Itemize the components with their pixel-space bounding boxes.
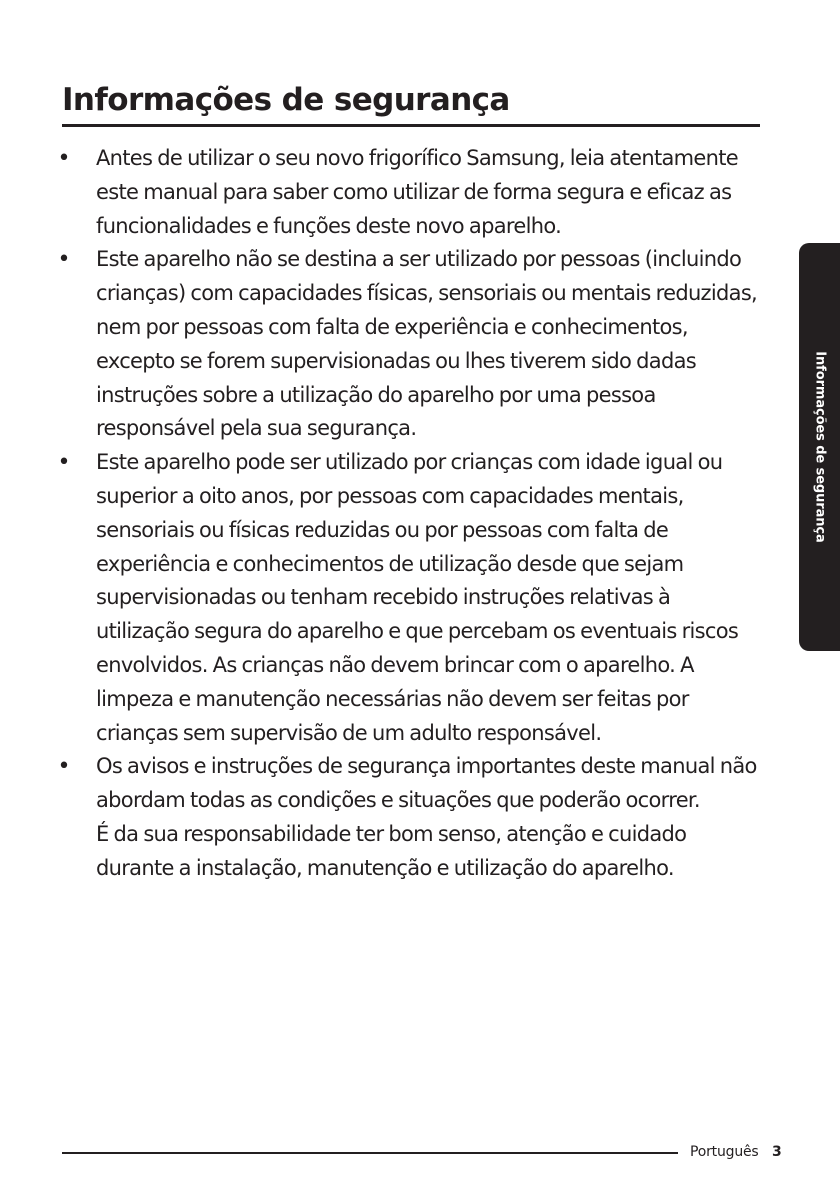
list-item-text: Os avisos e instruções de segurança importantes deste manual não abordam todas as condições e situações que poderão ocorrer.	[96, 754, 757, 813]
footer-rule	[62, 1152, 678, 1154]
footer-language: Português	[690, 1144, 759, 1160]
list-item	[56, 446, 766, 750]
list-item	[56, 142, 766, 243]
section-side-tab-label: Informações de segurança	[812, 351, 827, 543]
list-item-text: Este aparelho pode ser utilizado por crianças com idade igual ou superior a oito anos, por pessoas com capacidades mentais, sensoriais ou físicas reduzidas ou por pessoas com falta de experiência e conhecimentos de utilização desde que sejam supervisionadas ou tenham recebido instruções relativas à utilização segura do aparelho e que percebam os eventuais riscos envolvidos. As crianças não devem brincar com o aparelho. A limpeza e manutenção necessárias não devem ser feitas por crianças sem supervisão de um adulto responsável.	[96, 450, 739, 745]
list-item-text: Este aparelho não se destina a ser utilizado por pessoas (incluindo crianças) com capacidades físicas, sensoriais ou mentais reduzidas, nem por pessoas com falta de experiência e conhecimentos, excepto se forem supervisionadas ou lhes tiverem sido dadas instruções sobre a utilização do aparelho por uma pessoa responsável pela sua segurança.	[96, 247, 758, 441]
list-item-text: Antes de utilizar o seu novo frigorífico Samsung, leia atentamente este manual para saber como utilizar de forma segura e eficaz as funcionalidades e funções deste novo aparelho.	[96, 146, 739, 238]
bullet-icon: •	[57, 146, 71, 171]
bullet-icon: •	[57, 450, 71, 476]
bullet-icon: •	[57, 754, 71, 780]
title-underline	[62, 124, 760, 127]
section-side-tab	[799, 243, 840, 651]
list-item-text: É da sua responsabilidade ter bom senso, atenção e cuidado durante a instalação, manutenção e utilização do aparelho.	[96, 821, 687, 880]
list-item	[56, 243, 766, 446]
safety-bullet-list	[56, 142, 766, 886]
list-item	[56, 750, 766, 885]
page-number: 3	[772, 1144, 782, 1160]
page-title: Informações de segurança	[62, 82, 510, 118]
bullet-icon: •	[57, 247, 71, 273]
